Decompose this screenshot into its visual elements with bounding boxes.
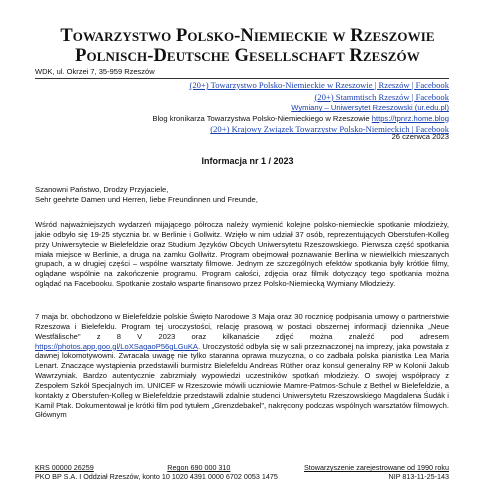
footer-krs: KRS 00000 26259 bbox=[35, 463, 94, 472]
paragraph-national-holiday bbox=[35, 312, 449, 420]
paragraph-text-end: . Uroczystość odbyła się w sali przeznaczonej na imprezy, jaka powstała z dawnej lokomotywowni. Zwracała uwagę nie tylko staranna oprawa muzyczna, o co zadbała polska pianistka Lea Maria Lenart. Znaczące wystąpienia przedstawili burmistrz Bielefeldu Andreas Rüther oraz konsul generalny RP w Kolonii Jakub Wawrzyniak. Bardzo autentycznie zabrzmiały wypowiedzi uczestników spotkań młodzieży. O swojej współpracy z Zespołem Szkół Specjalnych im. UNICEF w Rzeszowie mówili uczniowie Mamre-Patmos-Schule z Bethel w Bielefeldzie, a kontakty z Oberstufen-Kolleg w Bielefeldzie przedstawili zdalnie studenci Uniwersytetu Rzeszowskiego Magdalena Śudák i Kamil Ptak. Dokumentował je krótki film pod tytułem „Grenzdebakel", nakręcony podczas wspólnych warsztatów filmowych. Głównym bbox=[35, 341, 449, 420]
facebook-link-tpn[interactable]: (20+) Towarzystwo Polsko-Niemieckie w Rzeszowie | Rzeszów | Facebook bbox=[189, 80, 449, 90]
facebook-link-stammtisch[interactable]: (20+) Stammtisch Rzeszów | Facebook bbox=[314, 91, 449, 102]
blog-label: Blog kronikarza Towarzystwa Polsko-Niemieckiego w Rzeszowie bbox=[152, 113, 372, 123]
blog-line bbox=[152, 114, 449, 125]
document-title: Informacja nr 1 / 2023 bbox=[201, 156, 294, 166]
footer-registry-line bbox=[35, 463, 449, 472]
greeting-polish: Szanowni Państwo, Drodzy Przyjaciele, bbox=[35, 185, 169, 194]
links-block bbox=[152, 80, 449, 136]
organization-name-german: Polnisch-Deutsche Gesellschaft Rzeszów bbox=[75, 46, 420, 66]
organization-name-polish: Towarzystwo Polsko-Niemieckie w Rzeszowie bbox=[60, 26, 435, 46]
document-date: 26 czerwca 2023 bbox=[391, 132, 449, 141]
address: WDK, ul. Okrzei 7, 35-959 Rzeszów bbox=[35, 67, 155, 76]
footer-regon: Regon 690 000 310 bbox=[167, 463, 231, 472]
photos-link[interactable]: https://photos.app.goo.gl/LoXSagaoP56gLGuKA bbox=[35, 341, 198, 351]
footer-bank-line bbox=[35, 472, 449, 481]
paragraph-youth-meeting: Wśród najważniejszych wydarzeń mijającego półrocza należy wymienić kolejne polsko-niemieckie spotkanie młodzieży, jakie odbyło się 19-25 stycznia br. w Berlinie i Gollwitz. Wzięło w nim udział 37 osób, reprezentujących Oberstufen-Kolleg przy Uniwersytecie w Bielefeldzie oraz Studium Języków Obcych Uniwersytetu Rzeszowskiego. Pierwsza część spotkania miała miejsce w Berlinie, a druga na zamku Gollwitz. Program obejmował poznawanie Berlina w niewielkich mieszanych grupach, a w drugiej części – wspólne warsztaty filmowe. Jednym ze szczególnych efektów spotkania były krótkie filmy, oglądane wspólnie na zakończenie programu. Program całości, zdjęcia oraz filmik dotyczący tego spotkania można oglądać na Facebooku. Spotkanie zostało wsparte finansowo przez Polsko-Niemiecką Wymiany Młodzieży. bbox=[35, 220, 449, 289]
header-divider bbox=[35, 78, 449, 79]
greeting-german: Sehr geehrte Damen und Herren, liebe Freundinnen und Freunde, bbox=[35, 194, 258, 204]
facebook-link-krajowy-zwiazek[interactable]: (20+) Krajowy Związek Towarzystw Polsko-Niemieckich | Facebook bbox=[210, 124, 449, 135]
blog-link[interactable]: https://tpnrz.home.blog bbox=[371, 113, 449, 123]
footer-bank: PKO BP S.A. I Oddział Rzeszów, konto 10 1020 4391 0000 6702 0053 1475 bbox=[35, 472, 278, 481]
footer-nip: NIP 813-11-25-143 bbox=[388, 472, 449, 481]
paragraph-text-start: 7 maja br. obchodzono w Bielefeldzie polskie Święto Narodowe 3 Maja oraz 30 rocznicę podpisania umowy o partnerstwie Rzeszowa i Bielefeldu. Program tej uroczystości, relację prasową w postaci obszernej informacji dziennika „Neue Westfälische" z 8 V 2023 oraz kilkanaście zdjęć można znaleźć pod adresem bbox=[35, 312, 449, 341]
university-exchange-link[interactable]: Wymiany – Uniwersytet Rzeszowski (ur.edu.pl) bbox=[291, 103, 449, 113]
footer-registered: Stowarzyszenie zarejestrowane od 1990 roku bbox=[303, 463, 449, 472]
greeting bbox=[35, 185, 258, 205]
